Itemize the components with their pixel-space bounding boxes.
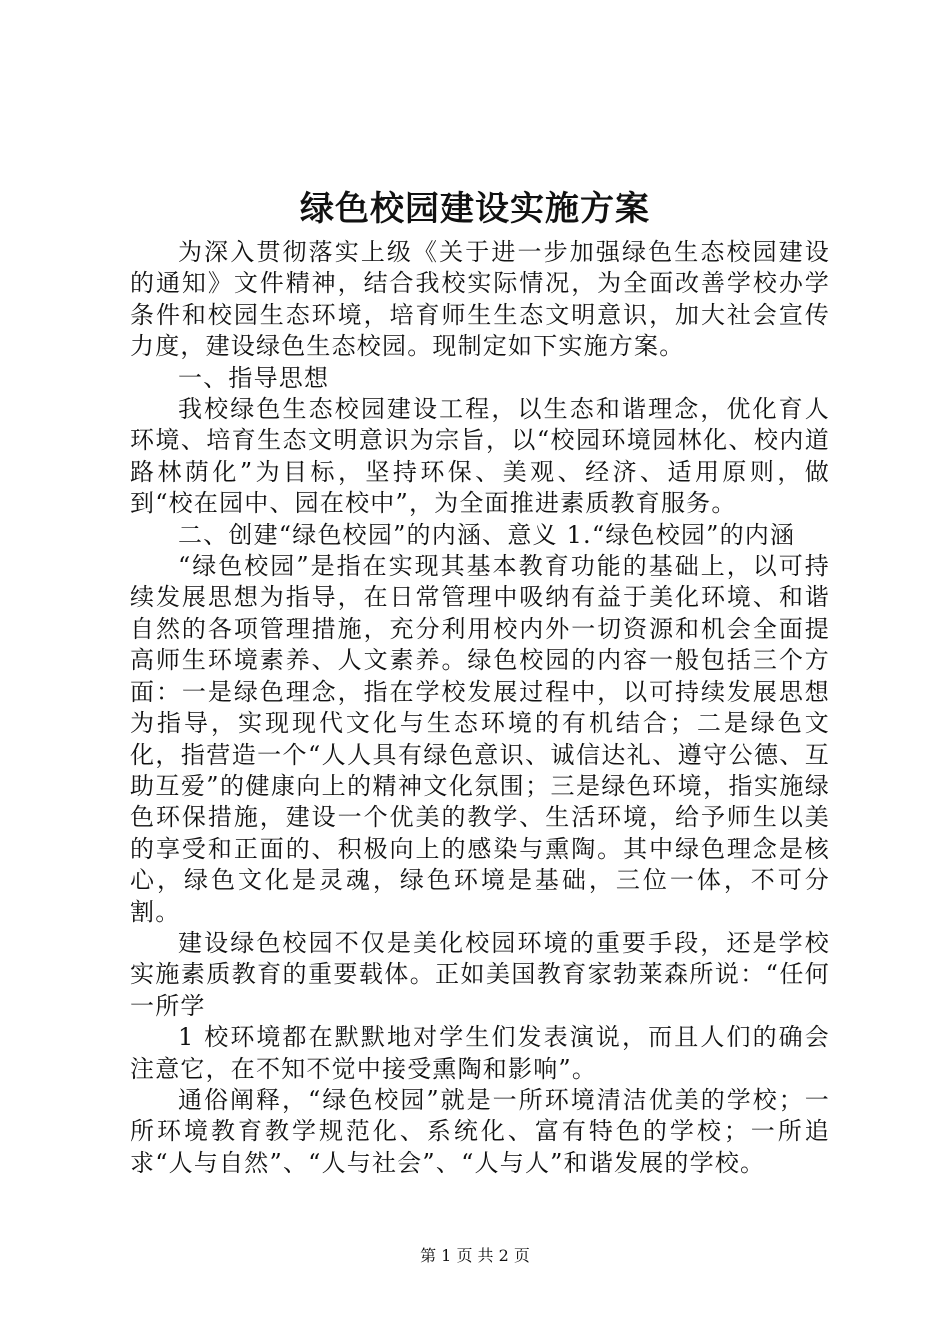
page-number-footer: 第 1 页 共 2 页 [420,1246,530,1265]
document-body [130,237,830,1179]
document-title: 绿色校园建设实施方案 [300,189,650,229]
significance-paragraph: 建设绿色校园不仅是美化校园环境的重要手段，还是学校实施素质教育的重要载体。正如美国教育家勃莱森所说：“任何一所学 [130,928,830,1020]
guiding-ideology-paragraph: 我校绿色生态校园建设工程，以生态和谐理念，优化育人环境、培育生态文明意识为宗旨，以“校园环境园林化、校内道路林荫化”为目标，坚持环保、美观、经济、适用原则，做到“校在园中、园在校中”，为全面推进素质教育服务。 [130,395,830,518]
section-heading-connotation: 二、创建“绿色校园”的内涵、意义 1.“绿色校园”的内涵 [178,520,796,549]
intro-paragraph: 为深入贯彻落实上级《关于进一步加强绿色生态校园建设的通知》文件精神，结合我校实际情况，为全面改善学校办学条件和校园生态环境，培育师生生态文明意识，加大社会宣传力度，建设绿色生态校园。现制定如下实施方案。 [130,238,830,361]
connotation-paragraph: “绿色校园”是指在实现其基本教育功能的基础上，以可持续发展思想为指导，在日常管理中吸纳有益于美化环境、和谐自然的各项管理措施，充分利用校内外一切资源和机会全面提高师生环境素养、人文素养。绿色校园的内容一般包括三个方面：一是绿色理念，指在学校发展过程中，以可持续发展思想为指导，实现现代文化与生态环境的有机结合；二是绿色文化，指营造一个“人人具有绿色意识、诚信达礼、遵守公德、互助互爱”的健康向上的精神文化氛围；三是绿色环境，指实施绿色环保措施，建设一个优美的教学、生活环境，给予师生以美的享受和正面的、积极向上的感染与熏陶。其中绿色理念是核心，绿色文化是灵魂，绿色环境是基础，三位一体，不可分割。 [130,552,830,926]
section-heading-guiding-ideology: 一、指导思想 [178,363,330,392]
quote-continuation-paragraph: 1 校环境都在默默地对学生们发表演说，而且人们的确会注意它，在不知不觉中接受熏陶和影响”。 [130,1023,830,1083]
summary-paragraph: 通俗阐释，“绿色校园”就是一所环境清洁优美的学校；一所环境教育教学规范化、系统化、富有特色的学校；一所追求“人与自然”、“人与社会”、“人与人”和谐发展的学校。 [130,1085,830,1177]
